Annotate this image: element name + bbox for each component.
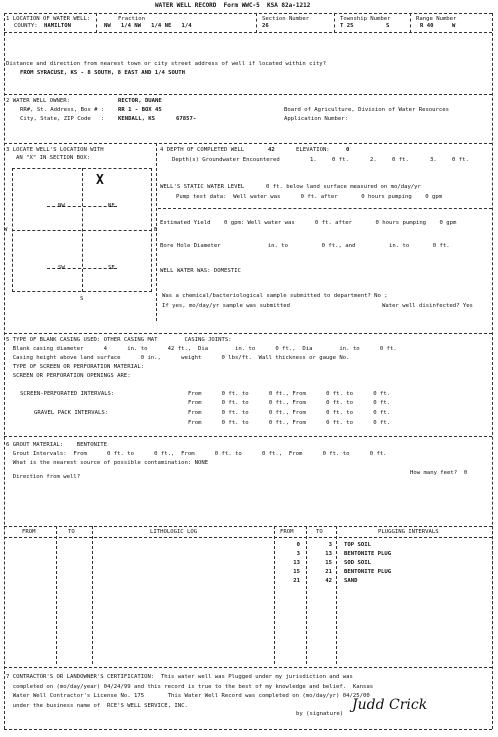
sw-label: SW [58, 265, 65, 271]
log-row-to: 3 [328, 542, 332, 548]
depth-value: 42 [268, 147, 275, 153]
chem-sample-line: Was a chemical/bacteriological sample submitted to department? No ; [162, 293, 388, 299]
grout-material-line: 6 GROUT MATERIAL: BENTONITE [6, 442, 108, 448]
depth-label: 4 DEPTH OF COMPLETED WELL [160, 147, 245, 153]
range-label: Range Number [416, 16, 457, 22]
cert-line-2: completed on (mo/day/year) 04/24/99 and this record is true to the best of my knowledge and belief. Kansas [6, 684, 374, 690]
distance-label: Distance and direction from nearest town or city street address of well if located within city? [6, 61, 326, 67]
section-label: Section Number [262, 16, 310, 22]
chem-sample-line-2: If yes, mo/day/yr sample was submitted [162, 303, 290, 309]
log-row-desc: SOD SOIL [344, 560, 371, 566]
casing-height-line: Casing height above land surface 0 in., weight 0 lbs/ft. Wall thickness or gauge No. [6, 355, 350, 361]
address-value: RR 1 - BOX 45 [118, 107, 162, 113]
gw-3-label: 3. [430, 157, 437, 163]
log-table [0, 526, 498, 664]
locate-label-2: AN "X" IN SECTION BOX: [16, 155, 91, 161]
nw-label: NW [58, 203, 65, 209]
application-label: Application Number: [284, 116, 348, 122]
log-header-lithologic: LITHOLOGIC LOG [150, 529, 198, 535]
gw-3-value: 0 ft. [452, 157, 469, 163]
fraction-label: Fraction [118, 16, 145, 22]
grout-intervals-line: Grout Intervals: From 0 ft. to 0 ft., From 0 ft. to 0 ft., From 0 ft. to 0 ft. [6, 451, 387, 457]
fraction-value: NW 1/4 NW 1/4 NE 1/4 [104, 23, 192, 29]
pump-test-line: Pump test data: Well water was 0 ft. after 0 hours pumping 0 gpm [176, 194, 443, 200]
log-row-to: 21 [325, 569, 332, 575]
owner-name: RECTOR, DUANE [118, 98, 162, 104]
signature: Judd Crick [352, 697, 428, 713]
owner-label: 2 WATER WELL OWNER: [6, 98, 70, 104]
screen-intervals-label: SCREEN-PERFORATED INTERVALS: [20, 391, 115, 397]
w-label: W [4, 227, 8, 233]
groundwater-label: Depth(s) Groundwater Encountered [172, 157, 280, 163]
gravel-intervals-label: GRAVEL PACK INTERVALS: [34, 410, 109, 416]
form-title: WATER WELL RECORD Form WWC-5 KSA 82a-1212 [155, 2, 311, 9]
log-row-desc: BENTONITE PLUG [344, 569, 392, 575]
elevation-value: 0 [346, 147, 350, 153]
log-header-to-2: TO [316, 529, 323, 535]
log-row-desc: TOP SOIL [344, 542, 371, 548]
county-value: HAMILTON [44, 23, 71, 29]
city-value: KENDALL, KS [118, 116, 156, 122]
log-header-to: TO [68, 529, 75, 535]
section-box [4, 168, 158, 292]
static-level-text: 0 ft. below land surface measured on mo/day/yr [266, 184, 421, 190]
locate-label: 3 LOCATE WELL'S LOCATION WITH [6, 147, 104, 153]
address-label: RR#, St. Address, Box # : [20, 107, 105, 113]
bore-hole-line: Bore Hole Diameter in. to 0 ft., and in. to 0 ft. [160, 243, 450, 249]
township-label: Township Number [340, 16, 391, 22]
log-row-desc: SAND [344, 578, 358, 584]
gravel-interval-row-1: From 0 ft. to 0 ft., From 0 ft. to 0 ft. [188, 410, 391, 416]
log-row-from: 3 [296, 551, 300, 557]
casing-type-line: 5 TYPE OF BLANK CASING USED: OTHER CASING MAT CASING JOINTS: [6, 337, 232, 343]
log-row-from: 0 [296, 542, 300, 548]
contamination-line: What is the nearest source of possible contamination: NONE [6, 460, 209, 466]
log-header-from: FROM [22, 529, 36, 535]
how-many-feet: How many feet? 0 [410, 470, 468, 476]
city-label: City, State, ZIP Code : [20, 116, 105, 122]
township-value: T 25 [340, 23, 354, 29]
gw-1-value: 0 ft. [332, 157, 349, 163]
disinfected-line: Water well disinfected? Yes [382, 303, 473, 309]
cert-line-4: under the business name of RCE'S WELL SERVICE, INC. [6, 703, 188, 709]
gravel-interval-row-2: From 0 ft. to 0 ft., From 0 ft. to 0 ft. [188, 420, 391, 426]
screen-openings-line: SCREEN OR PERFORATION OPENINGS ARE: [6, 373, 131, 379]
cert-line-3: Water Well Contractor's License No. 175 This Water Well Record was completed on (mo/day/yr) 04/25/00 [6, 693, 370, 699]
se-label: SE [108, 265, 115, 271]
location-label: 1 LOCATION OF WATER WELL: [6, 16, 91, 22]
screen-material-line: TYPE OF SCREEN OR PERFORATION MATERIAL: [6, 364, 145, 370]
estimated-yield-line: Estimated Yield 0 gpm: Well water was 0 ft. after 0 hours pumping 0 gpm [160, 220, 457, 226]
log-row-to: 13 [325, 551, 332, 557]
log-row-from: 15 [293, 569, 300, 575]
township-dir: S [386, 23, 390, 29]
log-header-from-2: FROM [280, 529, 294, 535]
ne-label: NE [108, 203, 115, 209]
range-value: R 40 [420, 23, 434, 29]
board-text: Board of Agriculture, Division of Water Resources [284, 107, 450, 113]
well-location-mark: X [96, 173, 104, 188]
section-value: 26 [262, 23, 269, 29]
e-label: E [154, 227, 158, 233]
direction-line: Direction from well? [6, 474, 81, 480]
gw-2-value: 0 ft. [392, 157, 409, 163]
log-row-to: 42 [325, 578, 332, 584]
signature-label: by (signature) [296, 711, 344, 717]
distance-value: FROM SYRACUSE, KS - 8 SOUTH, 8 EAST AND 1/4 SOUTH [20, 70, 186, 76]
well-use-line: WELL WATER WAS: DOMESTIC [160, 268, 241, 274]
gw-1-label: 1. [310, 157, 317, 163]
log-row-from: 21 [293, 578, 300, 584]
screen-interval-row-2: From 0 ft. to 0 ft., From 0 ft. to 0 ft. [188, 400, 391, 406]
elevation-label: ELEVATION: [296, 147, 330, 153]
cert-line-1: 7 CONTRACTOR'S OR LANDOWNER'S CERTIFICATION: This water well was Plugged under my jurisdiction and was [6, 674, 353, 680]
log-row-desc: BENTONITE PLUG [344, 551, 392, 557]
screen-interval-row-1: From 0 ft. to 0 ft., From 0 ft. to 0 ft. [188, 391, 391, 397]
s-label: S [80, 296, 84, 302]
static-level-label: WELL'S STATIC WATER LEVEL [160, 184, 245, 190]
zip-value: 67857- [176, 116, 197, 122]
range-dir: W [452, 23, 456, 29]
log-row-to: 15 [325, 560, 332, 566]
gw-2-label: 2. [370, 157, 377, 163]
log-header-plugging: PLUGGING INTERVALS [378, 529, 439, 535]
county-label: COUNTY: [14, 23, 38, 29]
casing-diameter-line: Blank casing diameter 4 in. to 42 ft., Dia in. to 0 ft., Dia in. to 0 ft. [6, 346, 397, 352]
log-row-from: 13 [293, 560, 300, 566]
